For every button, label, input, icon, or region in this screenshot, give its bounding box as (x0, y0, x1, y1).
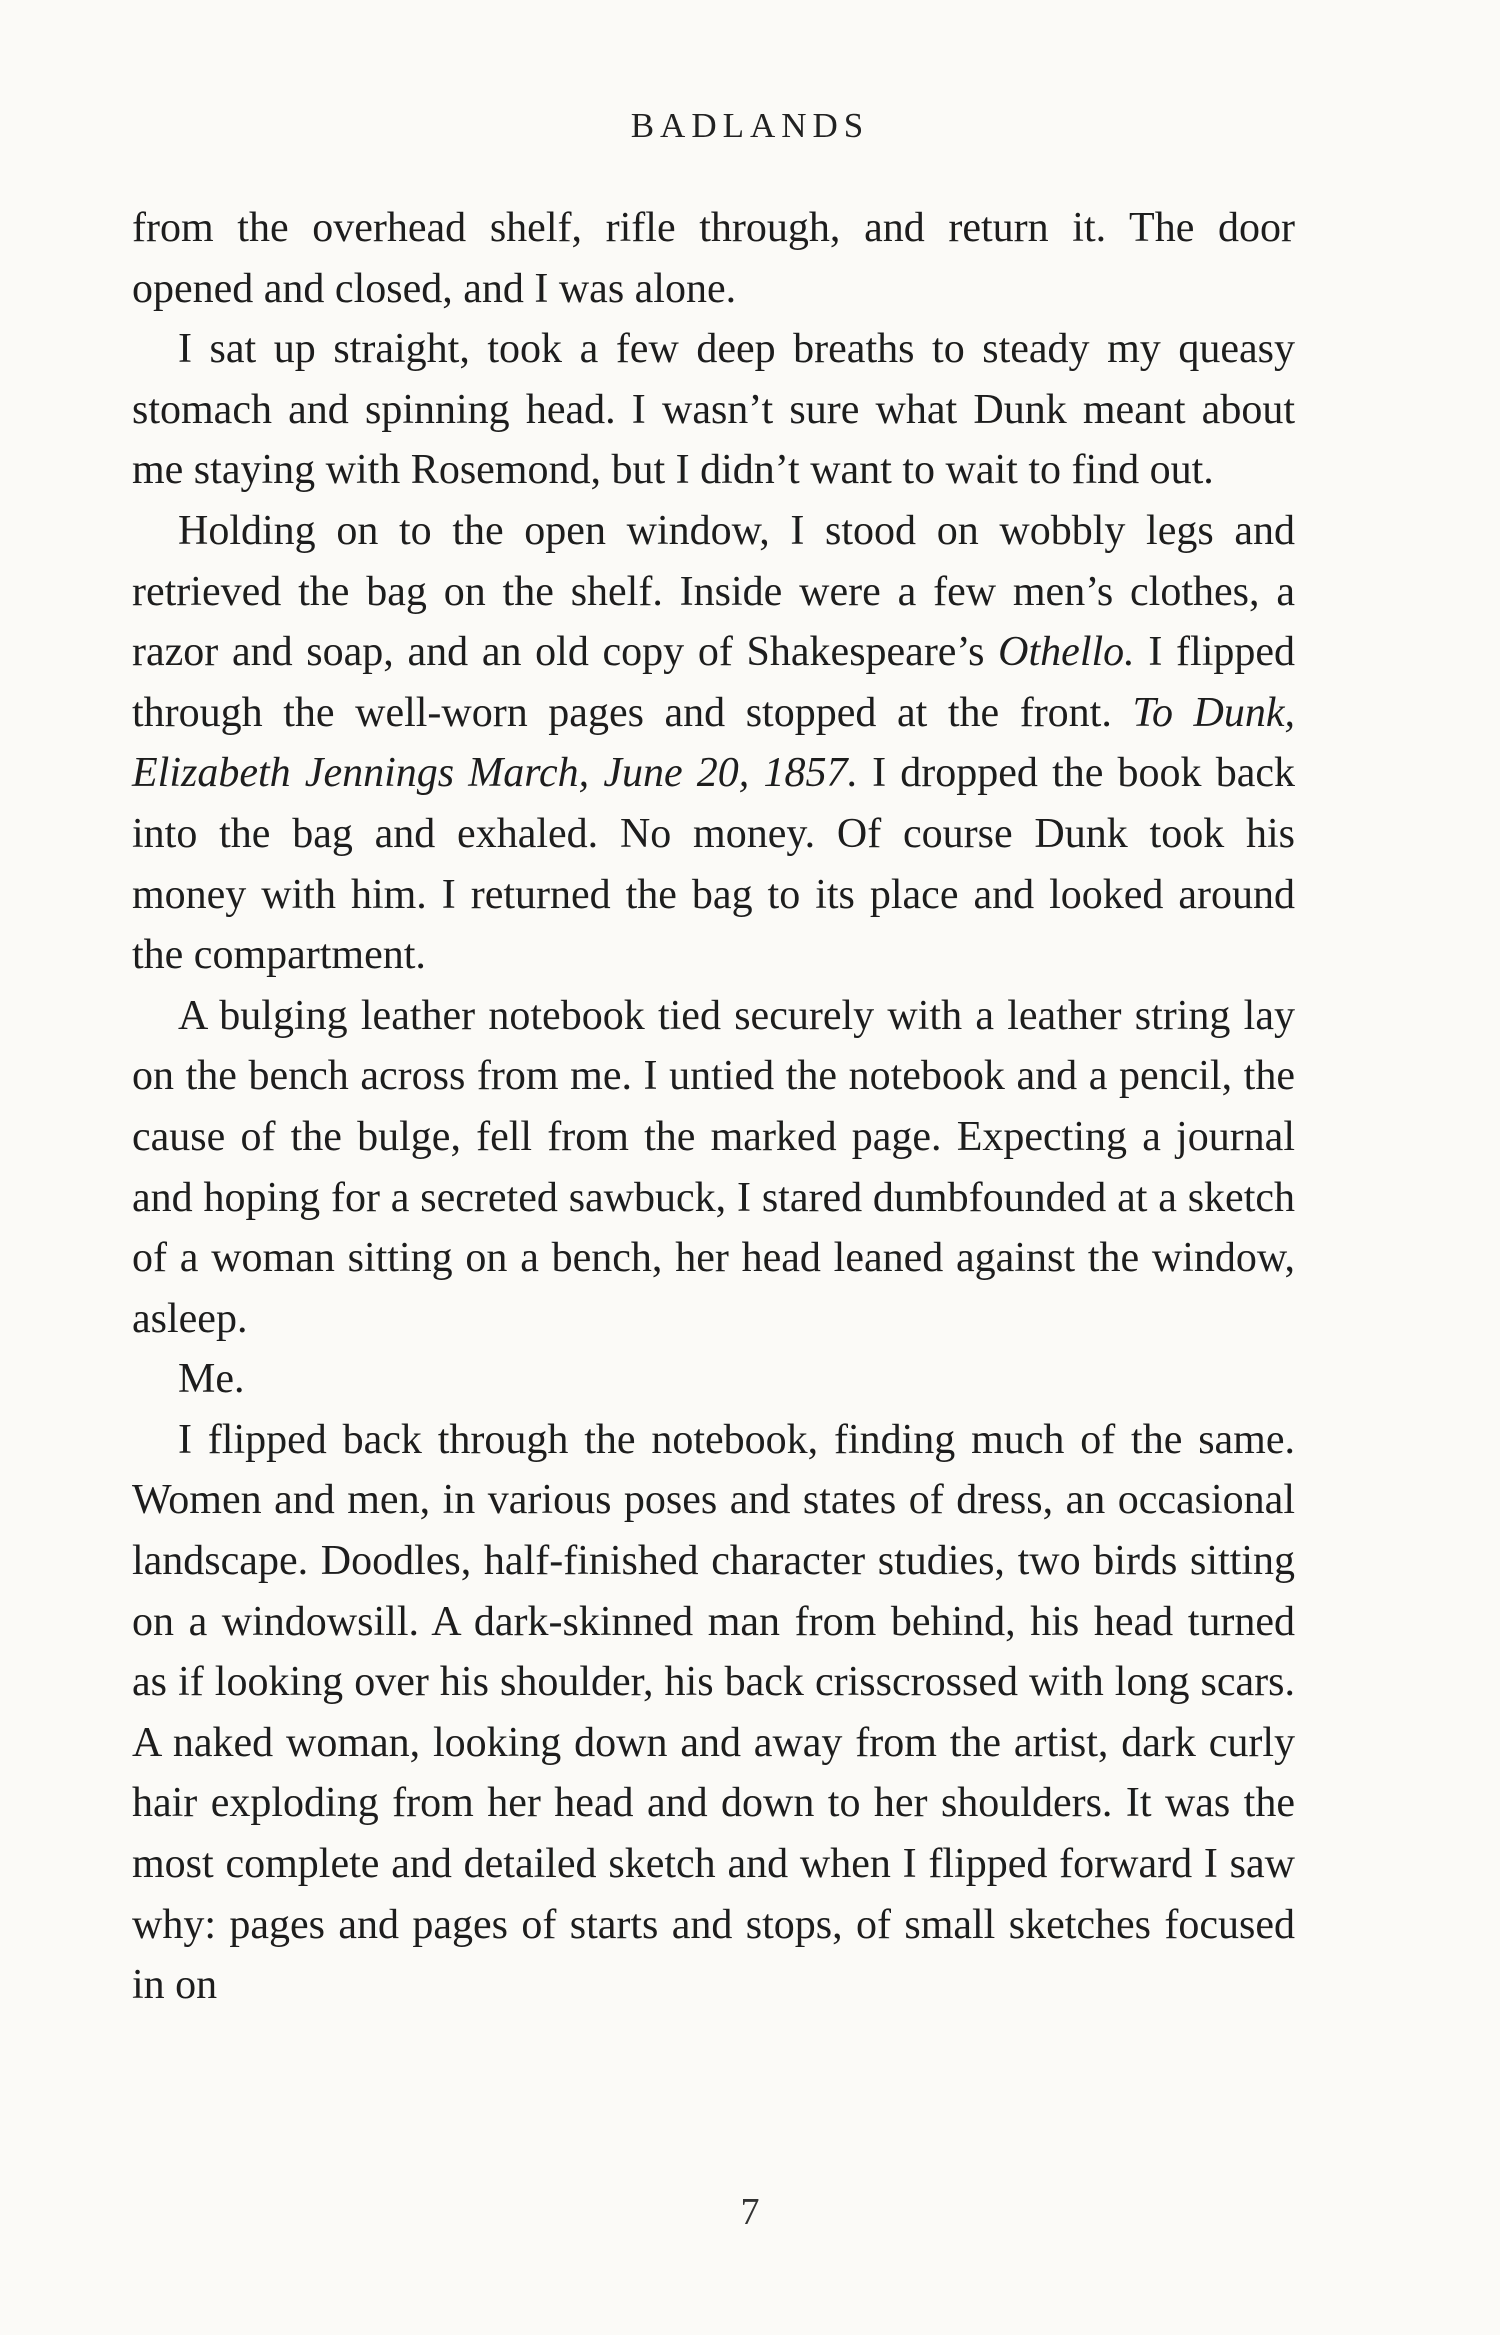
body-text (132, 198, 1295, 2016)
paragraph: A bulging leather notebook tied securely with a leather string lay on the bench across from me. I untied the notebook and a pencil, the cause of the bulge, fell from the marked page. Expecting a journal and hoping for a secreted sawbuck, I stared dumbfounded at a sketch of a woman sitting on a bench, her head leaned against the window, asleep. (132, 992, 1295, 1342)
paragraph-text: I flipped through the well-worn pages and stopped at the front. (132, 629, 1296, 736)
paragraph: I sat up straight, took a few deep breaths to steady my queasy stomach and spinning head. I wasn’t sure what Dunk meant about me staying with Rosemond, but I didn’t want to wait to find out. (132, 326, 1295, 494)
paragraph-bag (132, 501, 1295, 986)
paragraph-text: Holding on to the open window, I stood on wobbly legs and retrieved the bag on the shelf. Inside were a few men’s clothes, a razor and soap, and an old copy of Shakespeare’s (132, 507, 1295, 676)
book-inscription: To Dunk, Elizabeth Jennings March, June 20, 1857. (132, 689, 1295, 797)
page-number: 7 (740, 2191, 760, 2233)
paragraph: I flipped back through the notebook, finding much of the same. Women and men, in various poses and states of dress, an occasional landscape. Doodles, half-finished character studies, two birds sitting on a windowsill. A dark-skinned man from behind, his head turned as if looking over his shoulder, his back crisscrossed with long scars. A naked woman, looking down and away from the artist, dark curly hair exploding from her head and down to her shoulders. It was the most complete and detailed sketch and when I flipped forward I saw why: pages and pages of starts and stops, of small sketches focused in on (132, 1416, 1295, 2009)
paragraph-short: Me. (178, 1356, 245, 1403)
paragraph-text: I dropped the book back into the bag and exhaled. No money. Of course Dunk took his money with him. I returned the bag to its place and looked around the compartment. (132, 750, 1295, 979)
paragraph-continuation: from the overhead shelf, rifle through, and return it. The door opened and closed, and I was alone. (132, 205, 1295, 312)
running-head: BADLANDS (630, 106, 870, 145)
book-title: Othello. (998, 629, 1135, 676)
